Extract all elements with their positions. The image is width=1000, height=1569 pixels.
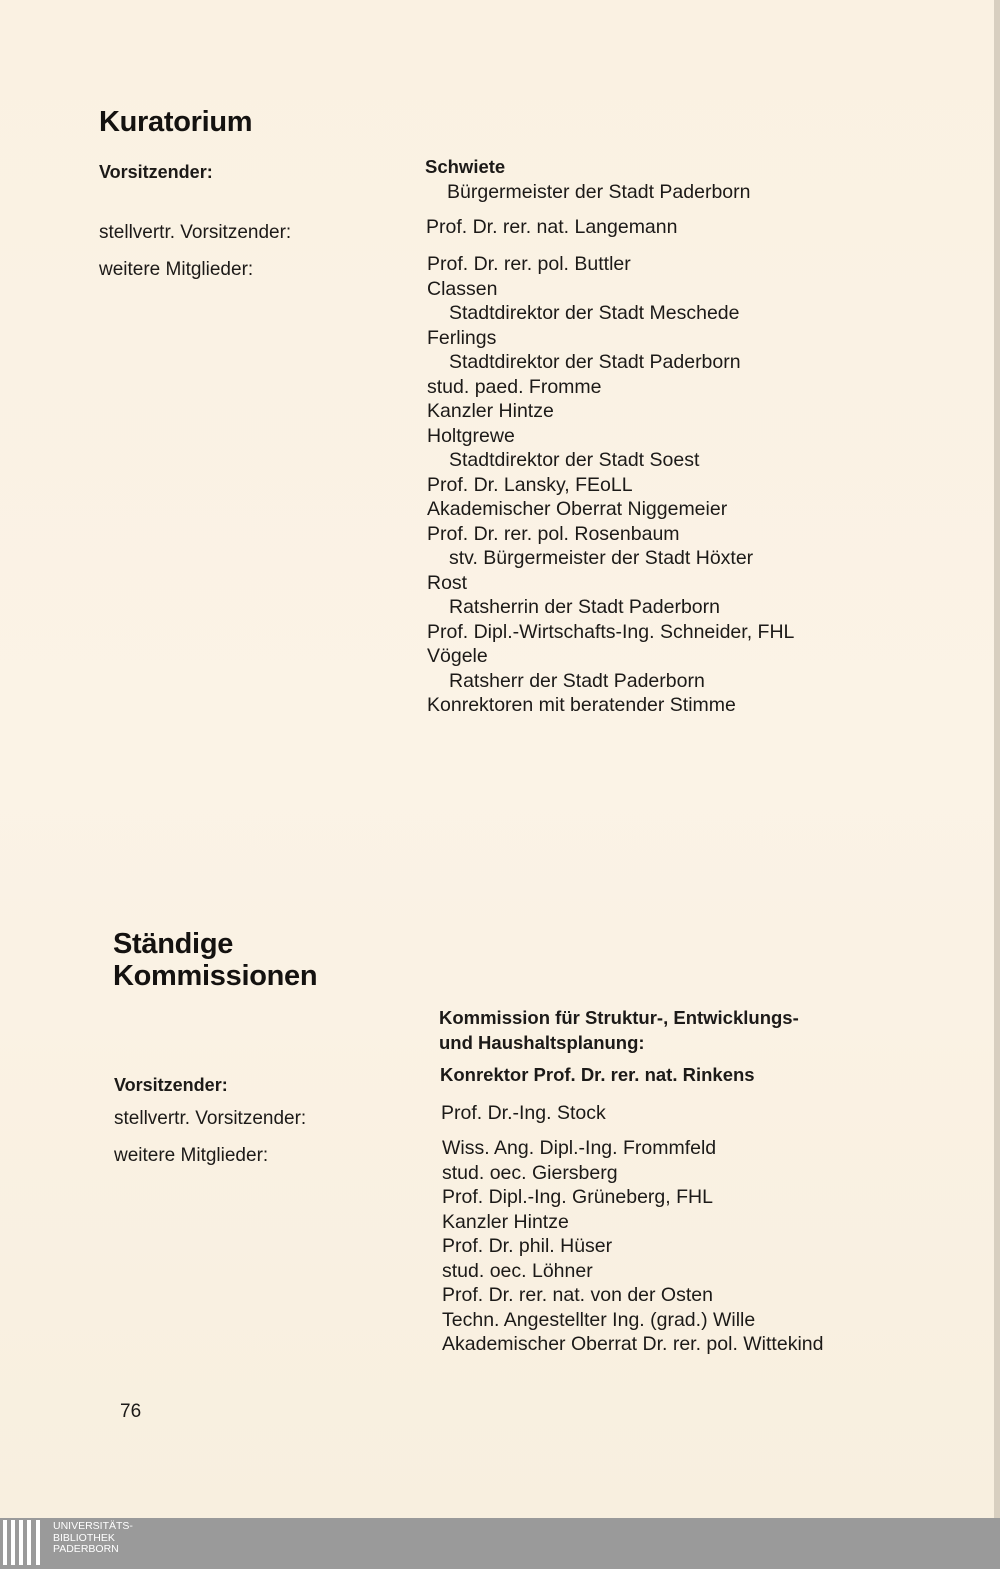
entry-line: Prof. Dipl.-Ing. Grüneberg, FHL (442, 1186, 713, 1208)
library-logo-line3: PADERBORN (53, 1543, 119, 1555)
kuratorium-chair-label: Vorsitzender: (99, 162, 213, 182)
entry-line: Rost (427, 571, 468, 594)
entry-line: Schwiete (425, 156, 506, 177)
entry-line: Konrektor Prof. Dr. rer. nat. Rinkens (440, 1064, 755, 1085)
entry-line: Prof. Dr. rer. nat. von der Osten (442, 1284, 713, 1306)
entry-line: stud. oec. Löhner (442, 1259, 593, 1282)
entry-line: Prof. Dr. Lansky, FEoLL (427, 473, 633, 496)
entry-line: Konrektoren mit beratender Stimme (427, 694, 736, 716)
entry-role-line: Bürgermeister der Stadt Paderborn (447, 180, 751, 203)
entry-line: Kommission für Struktur-, Entwicklungs- (439, 1007, 799, 1028)
entry-role-line: Ratsherrin der Stadt Paderborn (449, 596, 720, 618)
entry-role-line: Stadtdirektor der Stadt Meschede (449, 302, 740, 324)
page-number: 76 (120, 1401, 142, 1422)
entry-line: stud. oec. Giersberg (442, 1161, 618, 1184)
commission-title (439, 1006, 799, 1055)
kommissionen-deputy-block (441, 1101, 606, 1126)
entry-role-line: Ratsherr der Stadt Paderborn (449, 669, 705, 692)
kuratorium-chair-block (425, 155, 751, 204)
entry-line: Wiss. Ang. Dipl.-Ing. Frommfeld (442, 1137, 717, 1159)
kuratorium-deputy-label: stellvertr. Vorsitzender: (99, 222, 292, 243)
kuratorium-members-list (427, 252, 794, 718)
entry-line: Classen (427, 277, 498, 300)
page-edge (994, 0, 1000, 1518)
kommissionen-members-label: weitere Mitglieder: (114, 1145, 269, 1166)
entry-role-line: stv. Bürgermeister der Stadt Höxter (449, 547, 754, 569)
entry-line: Kanzler Hintze (427, 400, 554, 422)
entry-line: Prof. Dr. rer. nat. Langemann (426, 216, 678, 238)
entry-role-line: Stadtdirektor der Stadt Paderborn (449, 351, 741, 373)
entry-line: Prof. Dr. rer. pol. Buttler (427, 253, 631, 275)
kommissionen-heading-line1: Ständige (113, 928, 234, 960)
entry-line: Holtgrewe (427, 424, 515, 447)
entry-line: Akademischer Oberrat Dr. rer. pol. Wittekind (442, 1333, 824, 1355)
entry-line: Techn. Angestellter Ing. (grad.) Wille (442, 1308, 756, 1331)
kommissionen-members-list (442, 1136, 823, 1357)
library-footer-bar (0, 1518, 1000, 1569)
entry-line: Kanzler Hintze (442, 1210, 569, 1233)
entry-line: Prof. Dr.-Ing. Stock (441, 1102, 606, 1124)
kuratorium-members-label: weitere Mitglieder: (99, 259, 254, 280)
entry-line: Prof. Dipl.-Wirtschafts-Ing. Schneider, FHL (427, 620, 795, 643)
kuratorium-heading: Kuratorium (99, 106, 253, 138)
entry-line: und Haushaltsplanung: (439, 1031, 645, 1053)
kommissionen-chair-label: Vorsitzender: (114, 1075, 228, 1095)
entry-line: stud. paed. Fromme (427, 375, 602, 398)
kommissionen-heading (113, 928, 317, 992)
kommissionen-deputy-label: stellvertr. Vorsitzender: (114, 1108, 307, 1129)
kommissionen-heading-line2: Kommissionen (113, 960, 318, 992)
kuratorium-deputy-block (426, 215, 677, 240)
entry-line: Vögele (427, 645, 488, 667)
kommissionen-chair-block (440, 1063, 755, 1088)
library-logo-text (53, 1521, 133, 1556)
entry-line: Ferlings (427, 326, 497, 349)
library-logo-line2: BIBLIOTHEK (53, 1531, 115, 1544)
entry-role-line: Stadtdirektor der Stadt Soest (449, 449, 700, 471)
entry-line: Akademischer Oberrat Niggemeier (427, 498, 728, 520)
library-logo-line1: UNIVERSITÄTS- (53, 1520, 133, 1532)
library-logo-icon (0, 1518, 48, 1569)
entry-line: Prof. Dr. phil. Hüser (442, 1235, 613, 1257)
entry-line: Prof. Dr. rer. pol. Rosenbaum (427, 522, 680, 545)
